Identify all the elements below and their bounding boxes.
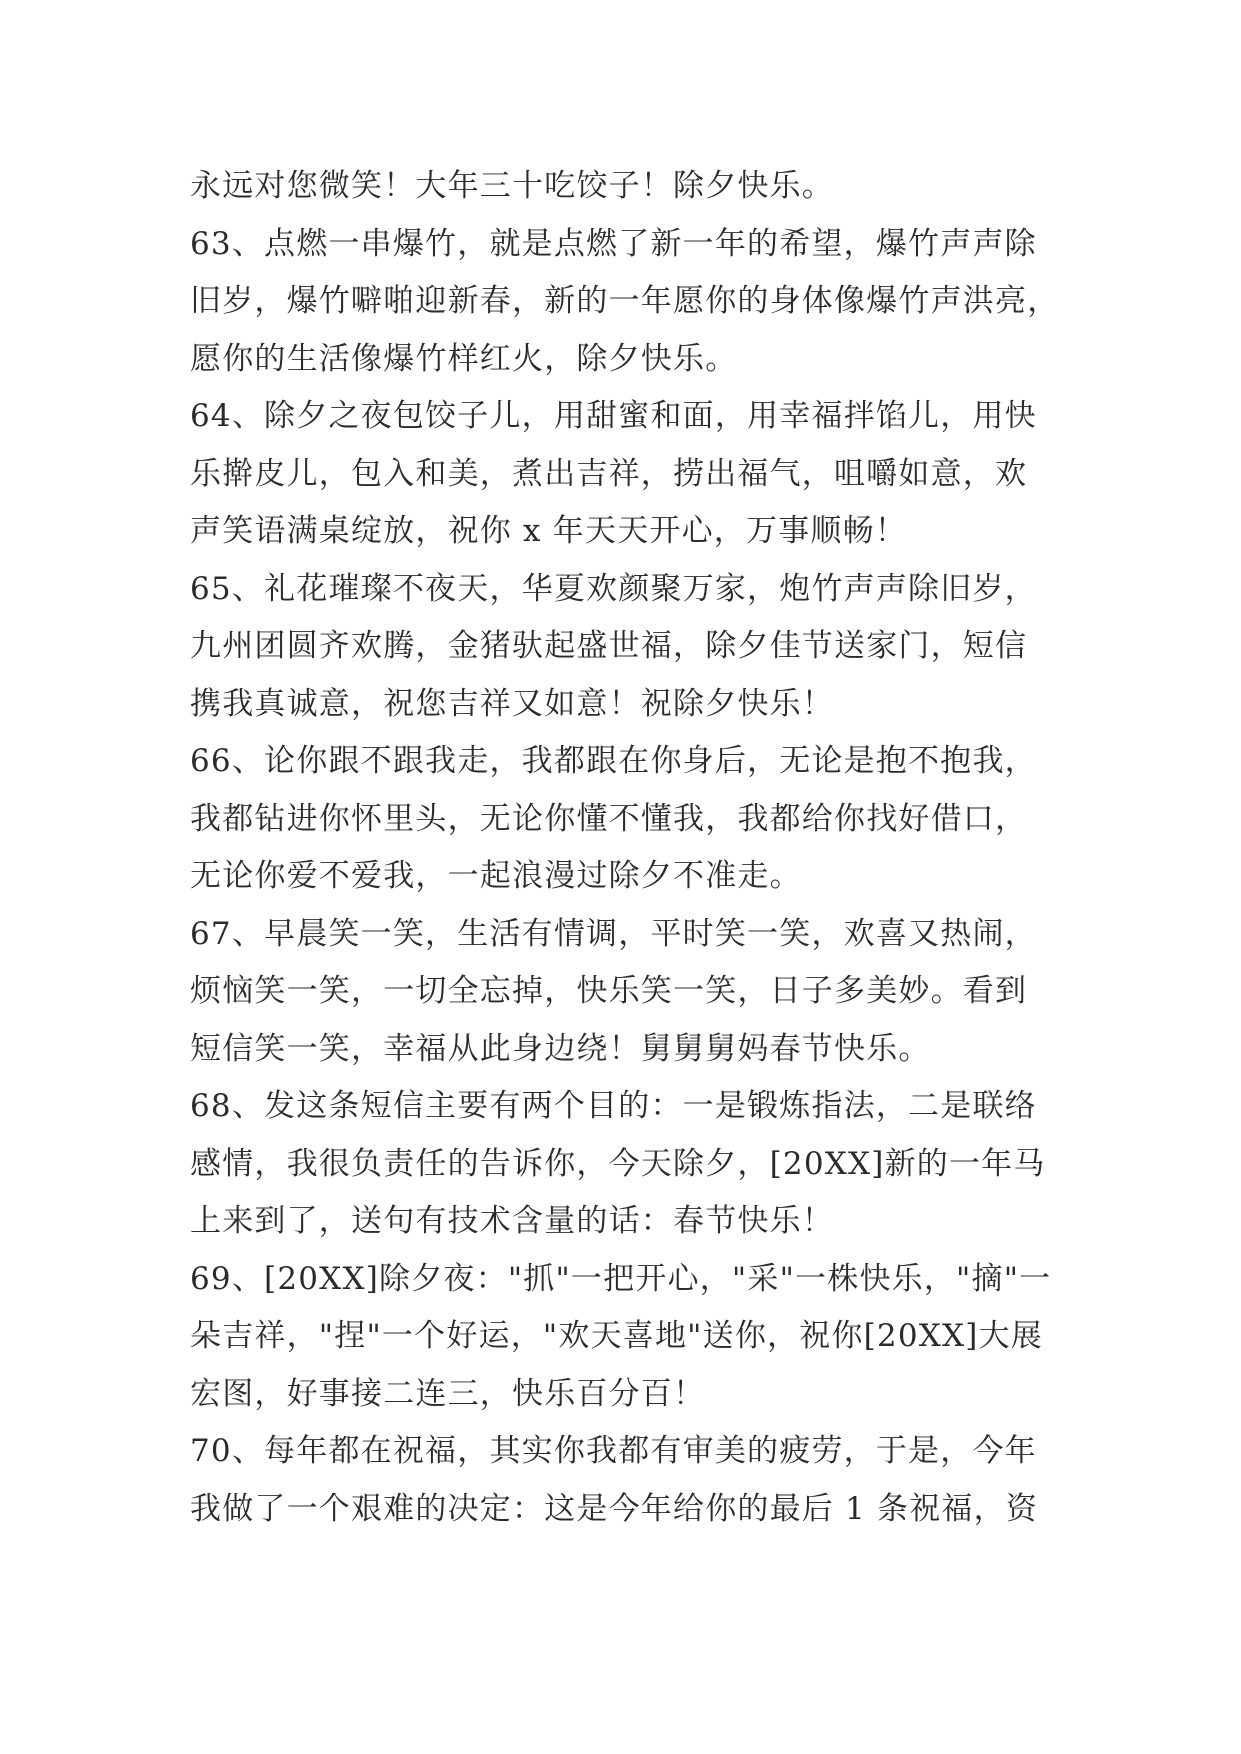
text-line: 67、早晨笑一笑，生活有情调，平时笑一笑，欢喜又热闹， xyxy=(190,915,1037,952)
text-line: 63、点燃一串爆竹，就是点燃了新一年的希望，爆竹声声除 xyxy=(190,225,1037,262)
text-line: 上来到了，送句有技术含量的话：春节快乐！ xyxy=(190,1203,834,1239)
text-line: 68、发这条短信主要有两个目的：一是锻炼指法，二是联络 xyxy=(190,1088,1037,1124)
text-line: 永远对您微笑！大年三十吃饺子！除夕快乐。 xyxy=(190,168,834,204)
text-line: 乐擀皮儿，包入和美，煮出吉祥，捞出福气，咀嚼如意，欢 xyxy=(190,455,1028,492)
text-line: 66、论你跟不跟我走，我都跟在你身后，无论是抱不抱我， xyxy=(190,743,1037,779)
text-line: 无论你爱不爱我，一起浪漫过除夕不准走。 xyxy=(190,858,802,894)
document-body xyxy=(190,158,1070,1538)
text-line: 宏图，好事接二连三，快乐百分百！ xyxy=(190,1375,706,1412)
text-line: 69、[20XX]除夕夜："抓"一把开心，"采"一株快乐，"摘"一 xyxy=(190,1260,1052,1297)
text-line: 64、除夕之夜包饺子儿，用甜蜜和面，用幸福拌馅儿，用快 xyxy=(190,398,1037,434)
text-line: 我做了一个艰难的决定：这是今年给你的最后 1 条祝福，资 xyxy=(190,1490,1039,1527)
text-line: 朵吉祥，"捏"一个好运，"欢天喜地"送你，祝你[20XX]大展 xyxy=(190,1318,1044,1354)
text-line: 声笑语满桌绽放，祝你 x 年天天开心，万事顺畅！ xyxy=(190,513,907,549)
text-line: 我都钻进你怀里头，无论你懂不懂我，我都给你找好借口， xyxy=(190,800,1028,837)
text-line: 感情，我很负责任的告诉你，今天除夕，[20XX]新的一年马 xyxy=(190,1145,1046,1182)
text-line: 九州团圆齐欢腾，金猪驮起盛世福，除夕佳节送家门，短信 xyxy=(190,628,1028,664)
text-line: 烦恼笑一笑，一切全忘掉，快乐笑一笑，日子多美妙。看到 xyxy=(190,973,1028,1009)
text-line: 短信笑一笑，幸福从此身边绕！舅舅舅妈春节快乐。 xyxy=(190,1030,931,1067)
text-line: 愿你的生活像爆竹样红火，除夕快乐。 xyxy=(190,340,738,377)
text-line: 70、每年都在祝福，其实你我都有审美的疲劳，于是，今年 xyxy=(190,1433,1037,1469)
text-line: 旧岁，爆竹噼啪迎新春，新的一年愿你的身体像爆竹声洪亮， xyxy=(190,283,1060,319)
text-line: 携我真诚意，祝您吉祥又如意！祝除夕快乐！ xyxy=(190,685,834,722)
text-line: 65、礼花璀璨不夜天，华夏欢颜聚万家，炮竹声声除旧岁， xyxy=(190,570,1037,607)
